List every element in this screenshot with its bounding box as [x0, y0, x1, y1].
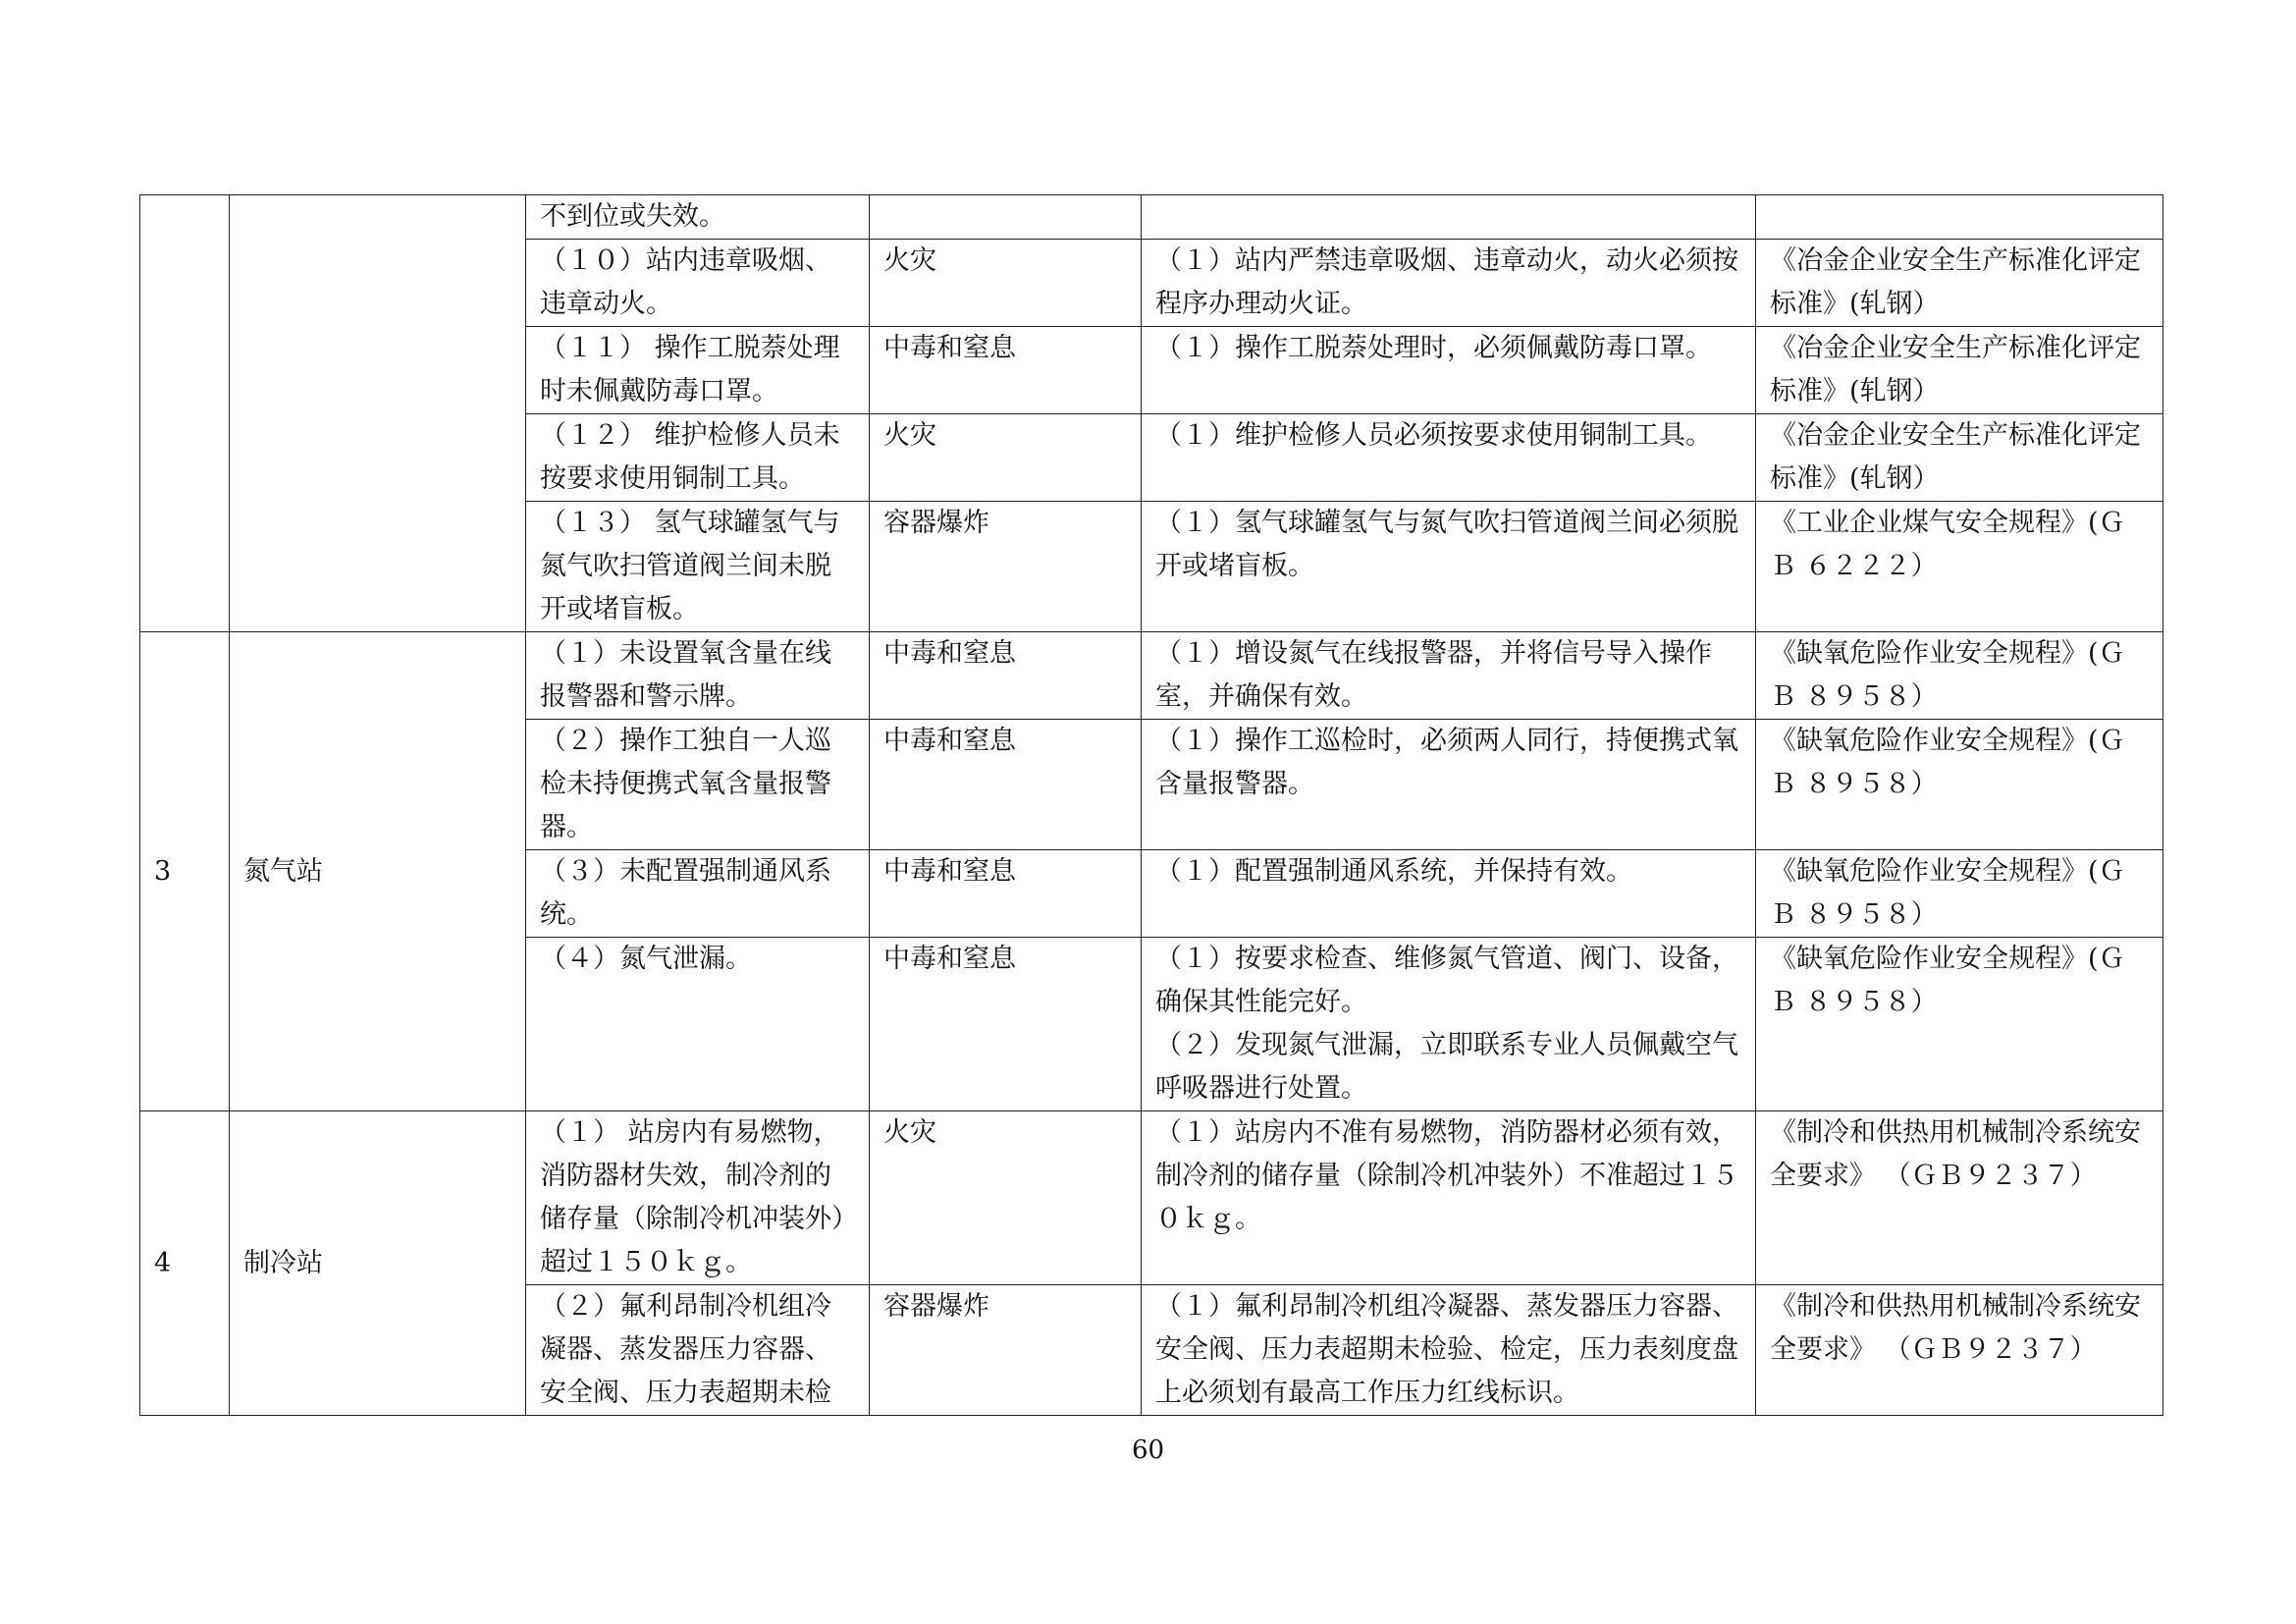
measure-cell: （１）维护检修人员必须按要求使用铜制工具。 [1142, 414, 1756, 502]
table-row [140, 195, 2163, 240]
measure-cell: （１）氢气球罐氢气与氮气吹扫管道阀兰间必须脱开或堵盲板。 [1142, 502, 1756, 632]
problem-cell: （４）氮气泄漏。 [526, 938, 870, 1111]
problem-cell: （２）操作工独自一人巡检未持便携式氧含量报警器。 [526, 720, 870, 850]
basis-cell: 《缺氧危险作业安全规程》(ＧＢ ８９５８） [1756, 632, 2163, 720]
basis-cell: 《冶金企业安全生产标准化评定标准》(轧钢） [1756, 240, 2163, 327]
station-cell [230, 195, 526, 632]
row-number-cell: 4 [140, 1111, 230, 1416]
basis-cell [1756, 195, 2163, 240]
station-cell: 氮气站 [230, 632, 526, 1111]
basis-cell: 《制冷和供热用机械制冷系统安全要求》 （ＧＢ９２３７） [1756, 1111, 2163, 1285]
measure-cell: （１）站内严禁违章吸烟、违章动火，动火必须按程序办理动火证。 [1142, 240, 1756, 327]
hazard-cell: 容器爆炸 [870, 502, 1142, 632]
basis-cell: 《缺氧危险作业安全规程》(ＧＢ ８９５８） [1756, 938, 2163, 1111]
hazard-cell: 火灾 [870, 240, 1142, 327]
hazard-cell: 中毒和窒息 [870, 720, 1142, 850]
problem-cell: （３）未配置强制通风系统。 [526, 850, 870, 938]
measure-cell: （１）操作工巡检时，必须两人同行，持便携式氧含量报警器。 [1142, 720, 1756, 850]
row-number-cell [140, 195, 230, 632]
basis-cell: 《冶金企业安全生产标准化评定标准》(轧钢） [1756, 414, 2163, 502]
problem-cell: （１２） 维护检修人员未按要求使用铜制工具。 [526, 414, 870, 502]
problem-cell: （１） 站房内有易燃物，消防器材失效，制冷剂的储存量（除制冷机冲装外）超过１５０ｋｇ。 [526, 1111, 870, 1285]
problem-cell: （１３） 氢气球罐氢气与氮气吹扫管道阀兰间未脱开或堵盲板。 [526, 502, 870, 632]
hazard-cell: 火灾 [870, 1111, 1142, 1285]
basis-cell: 《制冷和供热用机械制冷系统安全要求》 （ＧＢ９２３７） [1756, 1285, 2163, 1416]
problem-cell: （１１） 操作工脱萘处理时未佩戴防毒口罩。 [526, 327, 870, 414]
hazard-cell: 中毒和窒息 [870, 632, 1142, 720]
hazard-table [139, 194, 2163, 1416]
problem-cell: （１０）站内违章吸烟、违章动火。 [526, 240, 870, 327]
measure-cell [1142, 938, 1756, 1111]
hazard-cell: 火灾 [870, 414, 1142, 502]
station-cell: 制冷站 [230, 1111, 526, 1416]
page-number: 60 [1131, 1435, 1165, 1465]
hazard-cell: 中毒和窒息 [870, 327, 1142, 414]
hazard-cell: 中毒和窒息 [870, 850, 1142, 938]
measure-cell: （１）站房内不准有易燃物，消防器材必须有效，制冷剂的储存量（除制冷机冲装外）不准超过１５０ｋｇ。 [1142, 1111, 1756, 1285]
problem-cell: （１）未设置氧含量在线报警器和警示牌。 [526, 632, 870, 720]
measure-cell: （１）增设氮气在线报警器，并将信号导入操作室，并确保有效。 [1142, 632, 1756, 720]
table-row [140, 1111, 2163, 1285]
measure-cell [1142, 195, 1756, 240]
hazard-table-body [140, 195, 2163, 1416]
row-number-cell: 3 [140, 632, 230, 1111]
problem-cell: 不到位或失效。 [526, 195, 870, 240]
basis-cell: 《缺氧危险作业安全规程》(ＧＢ ８９５８） [1756, 850, 2163, 938]
measure-item: （２）发现氮气泄漏，立即联系专业人员佩戴空气呼吸器进行处置。 [1155, 1030, 1738, 1104]
basis-cell: 《缺氧危险作业安全规程》(ＧＢ ８９５８） [1756, 720, 2163, 850]
measure-cell: （１）操作工脱萘处理时，必须佩戴防毒口罩。 [1142, 327, 1756, 414]
problem-cell: （２）氟利昂制冷机组冷凝器、蒸发器压力容器、安全阀、压力表超期未检 [526, 1285, 870, 1416]
basis-cell: 《冶金企业安全生产标准化评定标准》(轧钢） [1756, 327, 2163, 414]
hazard-cell: 容器爆炸 [870, 1285, 1142, 1416]
basis-cell: 《工业企业煤气安全规程》(ＧＢ ６２２２） [1756, 502, 2163, 632]
hazard-cell: 中毒和窒息 [870, 938, 1142, 1111]
hazard-cell [870, 195, 1142, 240]
measure-item: （１）按要求检查、维修氮气管道、阀门、设备，确保其性能完好。 [1155, 944, 1738, 1017]
measure-cell: （１）配置强制通风系统，并保持有效。 [1142, 850, 1756, 938]
table-row [140, 632, 2163, 720]
measure-cell: （１）氟利昂制冷机组冷凝器、蒸发器压力容器、安全阀、压力表超期未检验、检定，压力表刻度盘上必须划有最高工作压力红线标识。 [1142, 1285, 1756, 1416]
